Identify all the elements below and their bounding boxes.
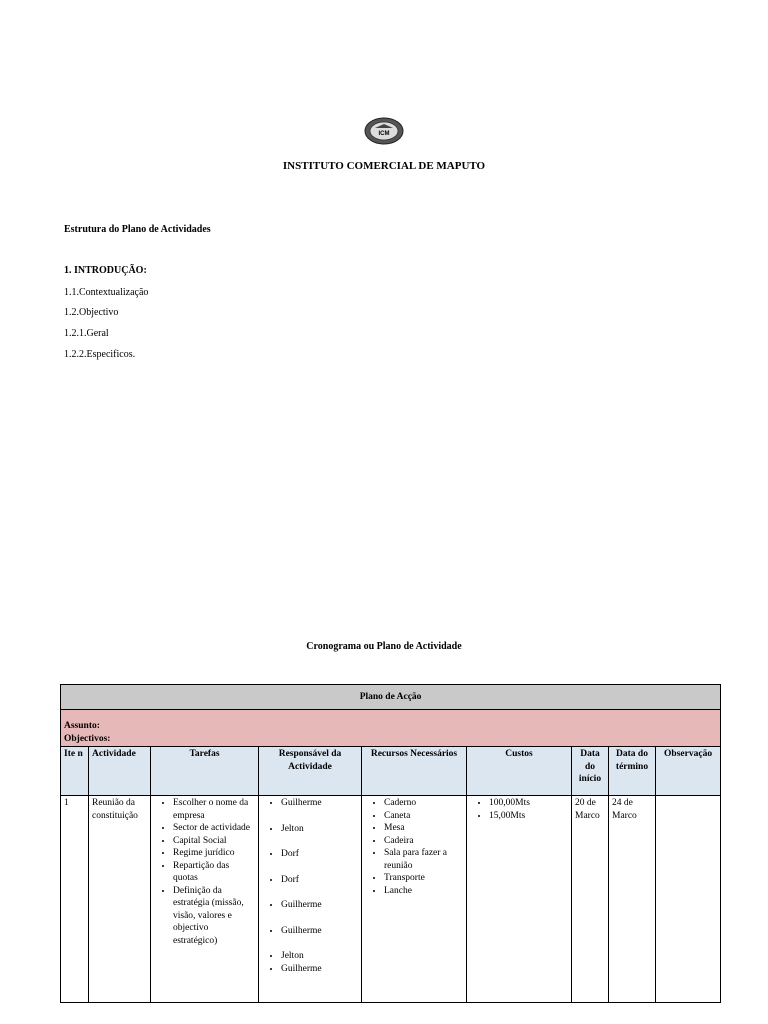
cell-tarefas — [151, 796, 259, 1003]
list-item: • Dorf — [281, 874, 358, 887]
list-item: • Dorf — [281, 848, 358, 861]
table-row — [61, 796, 721, 1003]
list-item: • Caneta — [384, 810, 463, 823]
list-item: • Guilherme — [281, 797, 358, 810]
list-item: • Guilherme — [281, 925, 358, 938]
intro-heading: 1. INTRODUÇÃO: — [64, 265, 147, 276]
school-logo — [364, 116, 404, 146]
assunto-cell — [61, 710, 721, 747]
list-item: • 15,00Mts — [489, 810, 568, 823]
structure-item: 1.2.2.Especificos. — [64, 349, 136, 360]
cell-recursos — [362, 796, 467, 1003]
col-header-tarefas: Tarefas — [151, 747, 259, 796]
plan-title: Plano de Acção — [61, 685, 721, 710]
list-item: • Guilherme — [281, 899, 358, 912]
cronograma-title: Cronograma ou Plano de Actividade — [306, 641, 462, 652]
structure-item: 1.2.1.Geral — [64, 328, 109, 339]
school-name: INSTITUTO COMERCIAL DE MAPUTO — [282, 160, 486, 172]
list-item: • Definição da estratégia (missão, visão, valores e objectivo estratégico) — [173, 885, 255, 948]
logo-text: ICM — [378, 131, 390, 137]
list-item: • Jelton — [281, 823, 358, 836]
list-item: • Sala para fazer a reunião — [384, 847, 463, 872]
cell-actividade: Reunião da constituição — [89, 796, 151, 1003]
col-header-custos: Custos — [467, 747, 572, 796]
list-item: • Mesa — [384, 822, 463, 835]
list-item: • Lanche — [384, 885, 463, 898]
list-item: • Regime jurídico — [173, 847, 255, 860]
col-header-data-inicio: Data do início — [572, 747, 609, 796]
action-plan-table — [60, 684, 721, 1003]
list-item: • Transporte — [384, 872, 463, 885]
col-header-observacao: Observação — [656, 747, 721, 796]
cell-item: 1 — [61, 796, 89, 1003]
col-header-responsavel: Responsável da Actividade — [259, 747, 362, 796]
col-header-actividade: Actividade — [89, 747, 151, 796]
cell-custos — [467, 796, 572, 1003]
list-item: • Repartição das quotas — [173, 860, 255, 885]
cell-data-termino: 24 de Marco — [609, 796, 656, 1003]
cell-observacao — [656, 796, 721, 1003]
col-header-data-termino: Data do término — [609, 747, 656, 796]
col-header-recursos: Recursos Necessários — [362, 747, 467, 796]
list-item: • Caderno — [384, 797, 463, 810]
list-item: • Sector de actividade — [173, 822, 255, 835]
list-item: • Guilherme — [281, 963, 358, 976]
col-header-item: Ite n — [61, 747, 89, 796]
cell-data-inicio: 20 de Marco — [572, 796, 609, 1003]
objectivos-label: Objectivos: — [64, 733, 111, 744]
list-item: • 100,00Mts — [489, 797, 568, 810]
list-item: • Jelton — [281, 950, 358, 963]
structure-item: 1.2.Objectivo — [64, 307, 119, 318]
structure-item: 1.1.Contextualização — [64, 287, 149, 298]
list-item: • Capital Social — [173, 835, 255, 848]
assunto-label: Assunto: — [64, 721, 100, 731]
structure-title: Estrutura do Plano de Actividades — [64, 224, 211, 235]
cell-responsavel — [259, 796, 362, 1003]
list-item: • Cadeira — [384, 835, 463, 848]
list-item: • Escolher o nome da empresa — [173, 797, 255, 822]
